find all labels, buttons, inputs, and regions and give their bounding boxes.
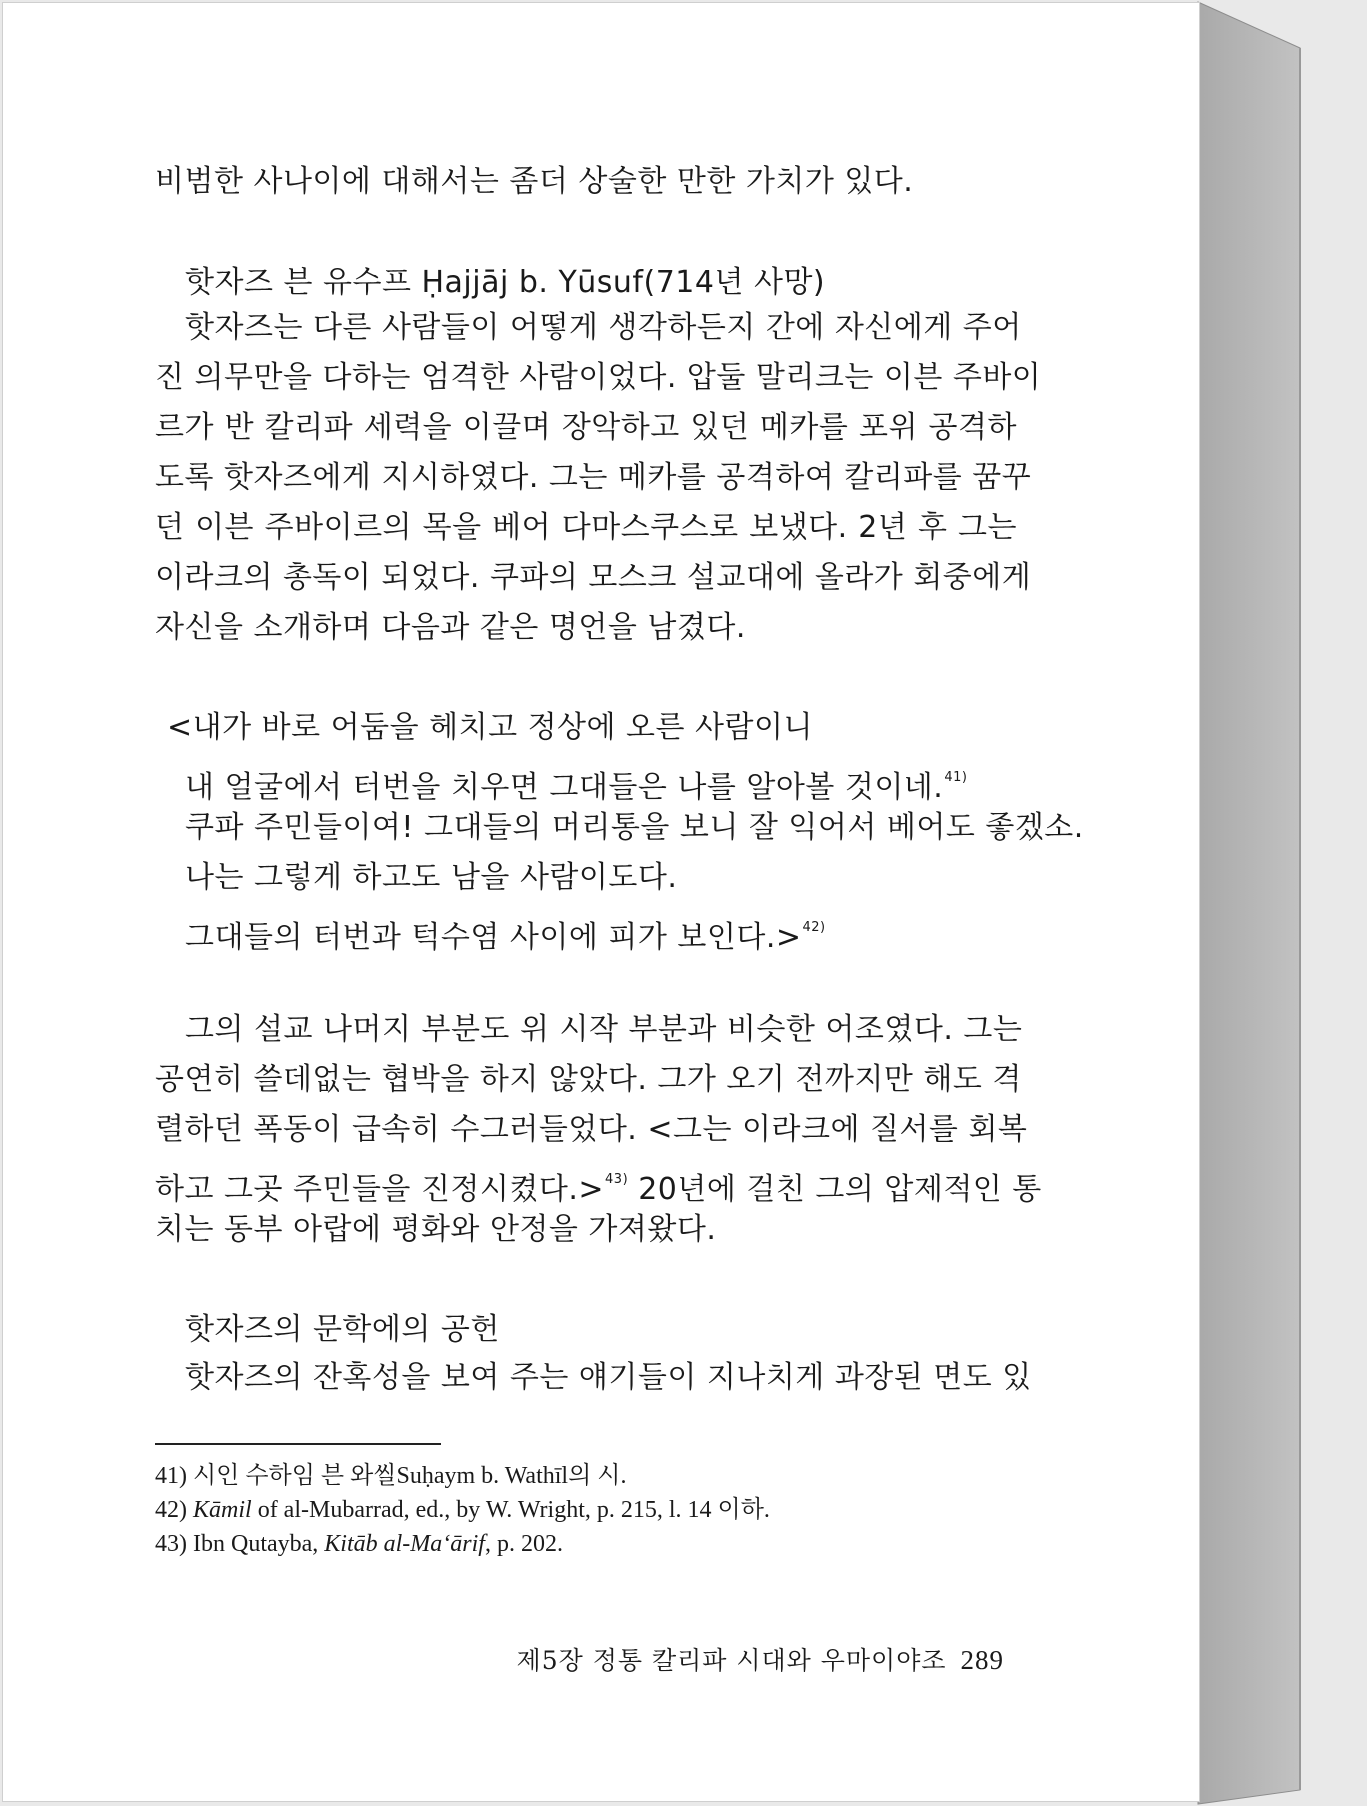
- footnote: 42) Kāmil of al-Mubarrad, ed., by W. Wright, p. 215, l. 14 이하.: [155, 1497, 770, 1523]
- text-line: 비범한 사나이에 대해서는 좀더 상술한 만한 가치가 있다.: [155, 164, 914, 199]
- text-line: 자신을 소개하며 다음과 같은 명언을 남겼다.: [155, 610, 746, 645]
- text-line: 렬하던 폭동이 급속히 수그러들었다. <그는 이라크에 질서를 회복: [155, 1112, 1028, 1147]
- text-line: 그의 설교 나머지 부분도 위 시작 부분과 비슷한 어조였다. 그는: [185, 1012, 1023, 1047]
- text-line: 공연히 쓸데없는 협박을 하지 않았다. 그가 오기 전까지만 해도 격: [155, 1062, 1022, 1097]
- quote-line: <내가 바로 어둠을 헤치고 정상에 오른 사람이니: [167, 710, 813, 745]
- section-heading: 핫자즈 븐 유수프 Ḥajjāj b. Yūsuf(714년 사망): [185, 265, 826, 300]
- quote-line: 쿠파 주민들이여! 그대들의 머리통을 보니 잘 익어서 베어도 좋겠소.: [185, 810, 1084, 845]
- quote-line: 나는 그렇게 하고도 남을 사람이도다.: [185, 860, 678, 895]
- quote-line: 그대들의 터번과 턱수염 사이에 피가 보인다.>$^{42)}$: [185, 920, 826, 955]
- text-line: 이라크의 총독이 되었다. 쿠파의 모스크 설교대에 올라가 회중에게: [155, 560, 1032, 595]
- text-line: 치는 동부 아랍에 평화와 안정을 가져왔다.: [155, 1212, 717, 1247]
- text-line: 던 이븐 주바이르의 목을 베어 다마스쿠스로 보냈다. 2년 후 그는: [155, 510, 1017, 545]
- text-line: 르가 반 칼리파 세력을 이끌며 장악하고 있던 메카를 포위 공격하: [155, 410, 1017, 445]
- footnote-ref: 43): [605, 1172, 629, 1187]
- book-page: [2, 2, 1200, 1802]
- text-line: 핫자즈는 다른 사람들이 어떻게 생각하든지 간에 자신에게 주어: [185, 310, 1022, 345]
- page-number: 289: [960, 1645, 1004, 1675]
- footnote-ref: 41): [944, 770, 968, 785]
- chapter-title: 제5장 정통 칼리파 시대와 우마이야조: [516, 1646, 947, 1675]
- text-line: 하고 그곳 주민들을 진정시켰다.>$^{43)}$ 20년에 걸친 그의 압제적인 통: [155, 1172, 1042, 1207]
- text-line: 도록 핫자즈에게 지시하였다. 그는 메카를 공격하여 칼리파를 꿈꾸: [155, 460, 1032, 495]
- footnote: 43) Ibn Qutayba, Kitāb al-Ma‘ārif, p. 202.: [155, 1531, 563, 1557]
- text-line: 진 의무만을 다하는 엄격한 사람이었다. 압둘 말리크는 이븐 주바이: [155, 360, 1042, 395]
- footnote-ref: 42): [802, 920, 826, 935]
- quote-line: 내 얼굴에서 터번을 치우면 그대들은 나를 알아볼 것이네.$^{41)}$: [185, 770, 968, 805]
- text-line: 핫자즈의 잔혹성을 보여 주는 얘기들이 지나치게 과장된 면도 있: [185, 1360, 1032, 1395]
- section-heading: 핫자즈의 문학에의 공헌: [185, 1312, 500, 1347]
- running-head: [482, 1643, 1004, 1678]
- footnote-rule: [155, 1443, 441, 1445]
- footnote: 41) 시인 수하임 븐 와씰Suḥaym b. Wathīl의 시.: [155, 1463, 627, 1489]
